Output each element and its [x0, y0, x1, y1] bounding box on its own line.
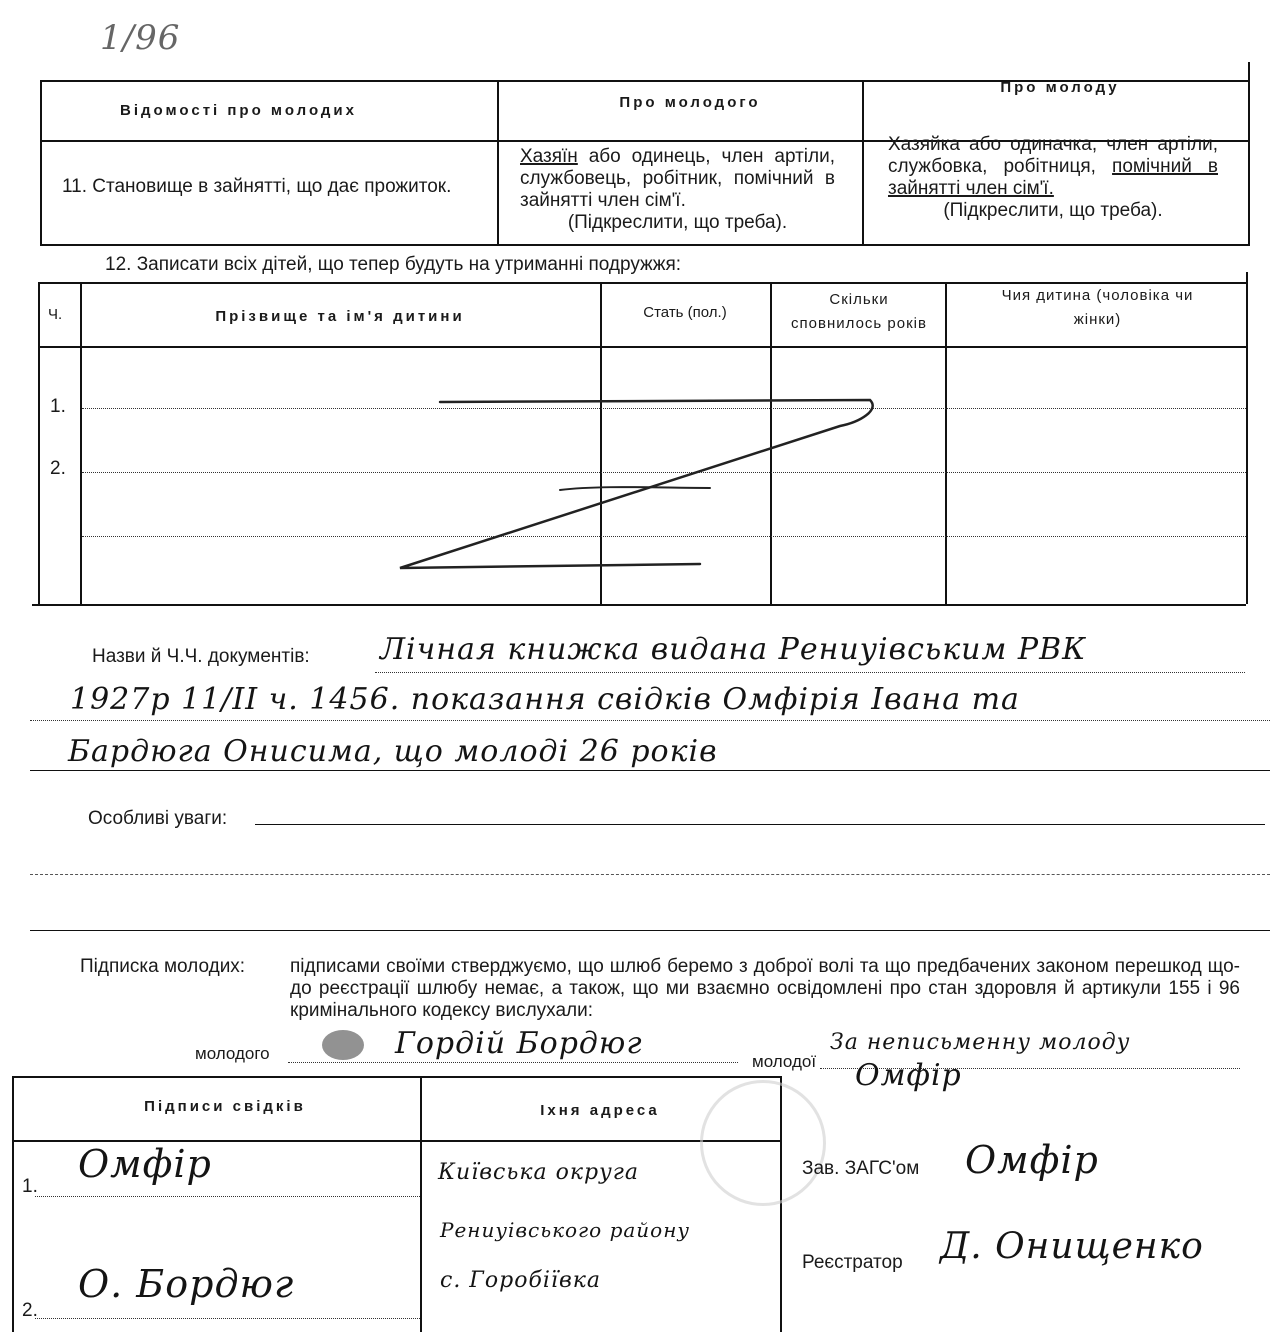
table11-divider-2: [862, 80, 864, 245]
groom-occupation-cell: [520, 146, 835, 234]
page-mark: 1/96: [100, 18, 181, 58]
documents-line-2: [30, 720, 1270, 721]
documents-line-3: [30, 770, 1270, 771]
bride-occupation-note: (Підкреслити, що треба).: [943, 200, 1163, 221]
groom-signature: Гордій Бордюг: [395, 1026, 643, 1061]
witness-row-1-line: [35, 1196, 420, 1197]
witness-signatures-header: Підписи свідків: [144, 1098, 306, 1115]
col-number-header: Ч.: [48, 306, 63, 323]
groom-occupation-options: або одинець, член артіли, службовець, робітник, помічний в зайнятті член сім'ї.: [520, 146, 836, 211]
remarks-line-1: [255, 824, 1265, 825]
official-stamp: [700, 1080, 826, 1206]
bride-signature-note: За неписьменну молоду: [830, 1030, 1131, 1055]
zags-head-signature: Омфір: [965, 1138, 1099, 1182]
documents-handwritten-line-2: 1927р 11/ІІ ч. 1456. показання свідків Омфірія Івана та: [70, 682, 1020, 717]
bride-occupation-options: Хазяйка або одиначка, член артіли, службовка, робітниця,: [888, 134, 1218, 177]
witness-row-2-line: [35, 1318, 420, 1319]
header-info-about-couple: Відомості про молодих: [120, 102, 357, 119]
bride-occupation-selected: помічний в зайнятті член сім'ї.: [888, 156, 1218, 199]
witness-address-line-1: Київська округа: [438, 1160, 640, 1185]
table11-bottom-border: [40, 244, 1250, 246]
groom-occupation-selected: Хазяїн: [520, 146, 578, 167]
groom-signature-label: молодого: [195, 1044, 270, 1063]
table12-bottom-border: [32, 604, 1246, 606]
bride-signature-label: молодої: [752, 1052, 817, 1071]
bride-occupation-cell: [888, 134, 1218, 222]
bride-signature: Омфір: [855, 1058, 962, 1093]
documents-label: Назви й Ч.Ч. документів:: [92, 646, 310, 667]
registrar-label: Реєстратор: [802, 1252, 903, 1273]
header-about-groom: Про молодого: [619, 94, 761, 111]
children-section-title: 12. Записати всіх дітей, що тепер будуть на утриманні подружжя:: [105, 254, 682, 275]
witness-table-top-border: [12, 1076, 782, 1078]
table11-divider-1: [497, 80, 499, 245]
signature-label: Підписка молодих:: [80, 956, 246, 977]
header-about-bride: Про молоду: [1000, 79, 1120, 96]
remarks-label: Особливі уваги:: [88, 808, 228, 829]
signature-declaration-text: підписами своїми стверджуємо, що шлюб беремо з доброї волі та що предбачених законом перешкод що-до реєстрації шлюбу немає, а також, що ми взаємно освідомлені про стан здоровля й артикули 155 і 96 кримінального кодексу вислухали:: [290, 956, 1240, 1021]
col-age-header: Скільки сповнилось років: [791, 291, 927, 332]
table12-left-border: [38, 282, 40, 604]
table11-right-border: [1248, 62, 1250, 245]
strikethrough-z-mark: [380, 380, 920, 590]
documents-line-1: [375, 672, 1245, 673]
witness-1-signature: Омфір: [78, 1142, 212, 1186]
groom-occupation-note: (Підкреслити, що треба).: [567, 212, 788, 233]
zags-head-label: Зав. ЗАГС'ом: [802, 1158, 920, 1179]
col-child-name-header: Прізвище та ім'я дитини: [215, 308, 465, 325]
witness-address-line-3: с. Горобіївка: [440, 1268, 602, 1293]
witness-address-header: Іхня адреса: [540, 1102, 660, 1119]
witness-row-1-number: 1.: [22, 1176, 38, 1197]
witness-address-line-2: Рениуівського району: [440, 1218, 690, 1242]
witness-2-signature: О. Бордюг: [78, 1262, 295, 1306]
thumbprint-stamp: [322, 1030, 364, 1060]
remarks-line-3: [30, 930, 1270, 931]
groom-signature-line: [288, 1062, 738, 1063]
table12-right-border: [1246, 272, 1248, 604]
col-whose-child-header: Чия дитина (чоловіка чи жінки): [1001, 287, 1194, 328]
occupation-label: 11. Становище в зайнятті, що дає прожиток.: [62, 176, 452, 197]
remarks-line-2: [30, 874, 1270, 875]
documents-handwritten-line-1: Лічная книжка видана Рениуівським РВК: [380, 632, 1087, 667]
witness-table-divider: [420, 1076, 422, 1332]
witness-table-left-border: [12, 1076, 14, 1332]
child-row-1-number: 1.: [50, 396, 66, 417]
table12-divider-age: [945, 282, 947, 604]
table12-header-border: [38, 346, 1248, 348]
col-sex-header: Стать (пол.): [643, 304, 727, 321]
table12-divider-num: [80, 282, 82, 604]
child-row-2-number: 2.: [50, 458, 66, 479]
documents-handwritten-line-3: Бардюга Онисима, що молоді 26 років: [68, 734, 718, 769]
registrar-signature: Д. Онищенко: [940, 1226, 1204, 1267]
witness-row-2-number: 2.: [22, 1300, 38, 1321]
table11-left-border: [40, 80, 42, 245]
